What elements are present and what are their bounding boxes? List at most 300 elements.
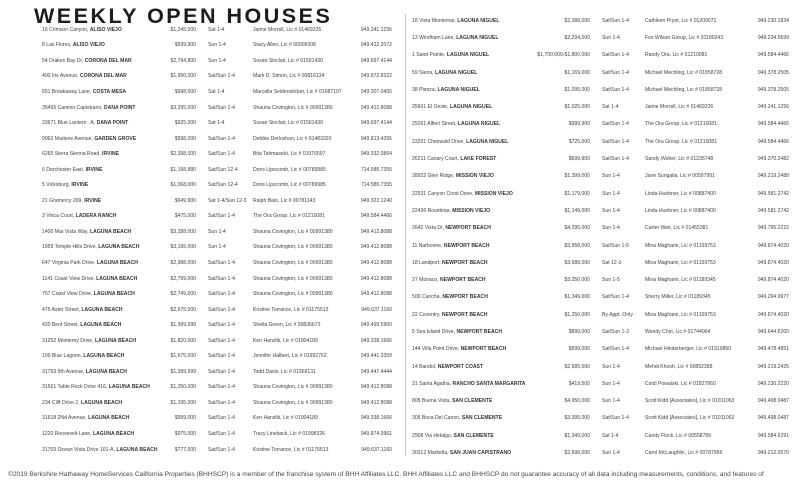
listing-agent: The Ora Group, Lic # 01210081 xyxy=(253,213,325,220)
listing-time: Sat/Sun 1-4 xyxy=(208,337,235,344)
listing-street: 475 Aster Street, xyxy=(42,306,82,313)
listing-row xyxy=(412,133,789,150)
listing-agent: Shauna Covington, Lic # 00991380 xyxy=(253,275,333,282)
listing-price: $4,950,000 xyxy=(564,398,590,405)
listing-street: 26211 Canary Court, xyxy=(412,156,461,163)
listing-phone: 949.230.1834 xyxy=(757,17,789,24)
listing-time: Sat/Sun 1-4 xyxy=(602,138,629,145)
listing-city: LAGUNA NIGUEL xyxy=(434,69,478,76)
listing-price: $1,820,000 xyxy=(170,337,196,344)
listing-agent: Wendy Chiri, Lic # 01744064 xyxy=(645,328,711,335)
listing-price: $2,799,000 xyxy=(170,275,196,282)
listing-street: 28932 Glen Ridge, xyxy=(412,173,456,180)
listing-time: Sat/Sun 1-4 xyxy=(208,306,235,313)
listing-phone: 949.644.6200 xyxy=(757,328,789,335)
listing-phone: 949.412.8088 xyxy=(360,291,392,298)
listing-address xyxy=(412,225,524,231)
listing-price: $2,749,000 xyxy=(170,291,196,298)
listing-time: Sat/Sun 1-3 xyxy=(602,328,629,335)
listing-street: 144 Villa Point Drive, xyxy=(412,346,461,353)
listing-city: ALISO VIEJO xyxy=(72,42,105,49)
listing-street: 2908 Via Hidalgo, xyxy=(412,432,454,439)
listing-time: Sat 1-4 xyxy=(208,26,225,33)
listing-city: NEWPORT BEACH xyxy=(460,346,507,353)
listing-agent: Jennifer Halbert, Lic # 01992762 xyxy=(253,353,327,360)
listing-agent: Shauna Covington, Lic # 00991380 xyxy=(253,399,333,406)
listing-address xyxy=(42,105,154,111)
listing-price: $2,388,000 xyxy=(564,17,590,24)
listing-address xyxy=(412,433,524,439)
listing-street: 18 Landport, xyxy=(412,259,443,266)
listing-city: LAGUNA NIGUEL xyxy=(437,86,480,93)
listing-row xyxy=(42,162,392,178)
listing-row xyxy=(42,317,392,333)
listing-price: $3,295,000 xyxy=(170,104,196,111)
listing-agent: Susan Sinclair, Lic # 01501430 xyxy=(253,57,323,64)
listing-row xyxy=(42,333,392,349)
listing-city: LADERA RANCH xyxy=(75,213,117,220)
listing-phone: 949.322.1240 xyxy=(360,197,392,204)
listing-price: $999,000 xyxy=(174,415,196,422)
listing-row xyxy=(412,47,789,64)
listing-row xyxy=(42,100,392,116)
listing-time: Sat/Sun 1-4 xyxy=(208,353,235,360)
listing-street: 38 Pienza, xyxy=(412,86,438,93)
listing-street: 18 Vista Montemar, xyxy=(412,17,458,24)
listing-row xyxy=(412,306,789,323)
listing-phone: 949.874.3961 xyxy=(360,430,392,437)
listing-time: Sat 1-4 xyxy=(208,88,225,95)
listing-street: 30312 Marbella, xyxy=(412,450,450,457)
listing-address xyxy=(412,415,524,421)
listing-phone: 949.241.1256 xyxy=(360,26,392,33)
listing-time: Sat 1-4 xyxy=(208,120,225,127)
listing-agent: Ralph Balo, Lic # 00781143 xyxy=(253,197,316,204)
listing-phone: 949.378.2505 xyxy=(757,86,789,93)
listing-city: IRVINE xyxy=(85,166,103,173)
listing-city: LAGUNA NIGUEL xyxy=(457,121,501,128)
listing-time: Sat/Sun 1-4 xyxy=(208,151,235,158)
listing-address xyxy=(412,329,524,335)
listing-agent: Scott Kidd [Associates], Lic # 01011063 xyxy=(645,415,735,422)
listing-phone: 949.499.5900 xyxy=(360,322,392,329)
listing-city: NEWPORT BEACH xyxy=(456,328,503,335)
listing-agent: Mina Maghami, Lic # 01189345 xyxy=(645,277,716,284)
listing-street: 31252 Monterey Drive, xyxy=(42,337,95,344)
listing-time: Sat/Sun 1-4 xyxy=(208,135,235,142)
listing-agent: Sheila Green, Lic # 00836673 xyxy=(253,322,321,329)
listing-street: 5 Vicksburg, xyxy=(42,182,72,189)
listing-price: $777,000 xyxy=(174,446,196,453)
listing-price: $699,900 xyxy=(568,156,590,163)
listing-price: $1,245,000 xyxy=(170,26,196,33)
listing-street: 805 Buena Vista, xyxy=(412,398,453,405)
listing-address xyxy=(412,364,524,370)
listing-row xyxy=(412,410,789,427)
listing-row xyxy=(42,395,392,411)
listing-street: 27 Monaco, xyxy=(412,277,441,284)
listing-address xyxy=(412,121,524,127)
listing-phone: 949.219.2425 xyxy=(757,363,789,370)
listing-time: Sat/Sun 1-4 xyxy=(208,213,235,220)
listing-street: 234 Cliff Drive 2, xyxy=(42,399,81,406)
listing-time: Sat/Sun 1-4 xyxy=(602,86,629,93)
listing-time: Sat 12-3 xyxy=(602,259,622,266)
listing-agent: The Ora Group, Lic # 01210081 xyxy=(645,121,717,128)
listing-street: 22531 Canyon Crest Drive, xyxy=(412,190,475,197)
listing-row xyxy=(412,185,789,202)
listing-agent: Doris Lipscomb, Lic # 00789985 xyxy=(253,166,326,173)
listing-address xyxy=(412,243,524,249)
listing-time: By Appt. Only xyxy=(602,311,633,318)
listing-price: $1,195,000 xyxy=(170,399,196,406)
listing-agent: Shauna Covington, Lic # 00991380 xyxy=(253,228,333,235)
listing-agent: Sandy Weber, Lic # 01235748 xyxy=(645,156,714,163)
listing-address xyxy=(42,338,154,344)
listing-price: $1,250,000 xyxy=(170,384,196,391)
listing-row xyxy=(42,271,392,287)
listing-city: DANA POINT xyxy=(104,104,136,111)
listing-time: Sat/Sun 1-4 xyxy=(208,384,235,391)
listing-phone: 949.584.4466 xyxy=(757,52,789,59)
listing-price: $1,149,000 xyxy=(564,207,590,214)
listing-price: $998,000 xyxy=(174,88,196,95)
listing-price: $3,395,000 xyxy=(564,415,590,422)
listing-city: LAGUNA BEACH xyxy=(96,259,138,266)
listing-time: Sat/Sun 1-4 xyxy=(208,368,235,375)
listing-time: Sat/Sun 1-4 xyxy=(208,73,235,80)
listing-city: MISSION VIEJO xyxy=(452,207,491,214)
listing-city: ALISO VIEJO xyxy=(89,26,122,33)
listing-row xyxy=(412,12,789,29)
listing-street: 1959 Temple Hills Drive, xyxy=(42,244,99,251)
listing-address xyxy=(412,191,524,197)
listing-agent: Michael Mechling, Lic # 01858728 xyxy=(645,86,723,93)
listing-city: LAGUNA BEACH xyxy=(90,228,132,235)
listing-agent: Mina Maghami, Lic # 01159753 xyxy=(645,311,716,318)
listing-time: Sat/Sun 1-4 xyxy=(602,294,629,301)
listing-agent: Jaime Morrell, Lic # 01469226 xyxy=(645,104,714,111)
listing-price: $1,675,000 xyxy=(170,353,196,360)
listing-address xyxy=(42,276,154,282)
listing-agent: Randy Ora, Lic # 01210081 xyxy=(645,52,708,59)
listing-row xyxy=(42,53,392,69)
listing-row xyxy=(42,177,392,193)
listing-phone: 949.498.0487 xyxy=(757,398,789,405)
listing-city: NEWPORT BEACH xyxy=(445,225,491,232)
listing-phone: 949.234.5699 xyxy=(757,34,789,41)
listing-time: Sat/Sun 12-4 xyxy=(208,182,238,189)
listing-street: 25601 El Oeste, xyxy=(412,104,450,111)
listing-row xyxy=(412,444,789,461)
listing-phone: 949.584.6291 xyxy=(757,432,789,439)
listing-agent: Stacy Allen, Lic # 00909308 xyxy=(253,42,316,49)
listing-agent: Fox Wilson Group, Lic # 01180243 xyxy=(645,34,724,41)
listing-agent: Tracy Lineback, Lic # 01998326 xyxy=(253,430,326,437)
listing-phone: 949.874.4020 xyxy=(757,311,789,318)
listing-address xyxy=(42,182,154,188)
listing-agent: Shauna Covington, Lic # 00991380 xyxy=(253,291,333,298)
listing-phone: 949.412.8088 xyxy=(360,275,392,282)
listing-row xyxy=(412,427,789,444)
listing-street: 22436 Rosebriar, xyxy=(412,207,453,214)
listing-street: 9062 Marlene Avenue, xyxy=(42,135,95,142)
listing-price: $1,198,880 xyxy=(170,166,196,173)
listing-phone: 714.585.7355 xyxy=(360,182,392,189)
listing-phone: 949.697.4144 xyxy=(360,57,392,64)
listing-price: $3,195,000 xyxy=(170,244,196,251)
listing-time: Sun 1-4 xyxy=(602,380,620,387)
listing-price: $1,999,999 xyxy=(170,322,196,329)
listing-phone: 949.697.4144 xyxy=(360,120,392,127)
listing-row xyxy=(412,323,789,340)
listing-city: SAN CLEMENTE xyxy=(452,398,493,405)
listing-phone: 949.813.4355 xyxy=(360,135,392,142)
listing-city: LAKE FOREST xyxy=(460,156,497,163)
listing-city: MISSION VIEJO xyxy=(455,173,494,180)
column-divider xyxy=(405,14,406,456)
listing-row xyxy=(412,271,789,288)
listing-phone: 949.441.3359 xyxy=(360,353,392,360)
listing-address xyxy=(42,353,154,359)
listing-city: CORONA DEL MAR xyxy=(79,73,127,80)
listing-agent: Mina Maghami, Lic # 01159753 xyxy=(645,259,716,266)
listing-city: NEWPORT BEACH xyxy=(441,311,488,318)
listing-agent: Marcella Seidensticker, Lic # 01987107 xyxy=(253,88,342,95)
listing-time: Sun 1-4 xyxy=(208,244,226,251)
listing-time: Sun 1-4 xyxy=(602,363,620,370)
listing-city: LAGUNA BEACH xyxy=(81,306,123,313)
listing-street: 29261 Alfieri Street, xyxy=(412,121,458,128)
listing-time: Sat/Sun 1-4 xyxy=(602,52,629,59)
listing-row xyxy=(42,209,392,225)
listing-street: 23261 Cheswald Drive, xyxy=(412,138,467,145)
listing-time: Sat/Sun 1-5 xyxy=(602,242,629,249)
listing-phone: 949.637.1160 xyxy=(361,306,392,313)
listing-time: Sat/Sun 1-4 xyxy=(208,322,235,329)
listing-street: 6 Dorchester East, xyxy=(42,166,86,173)
footer-disclaimer: ©2019 Berkshire Hathaway HomeServices California Properties (BHHSCP) is a member of the franchise system of BHH Affiliates LLC. BHH Affiliates LLC and BHHSCP do not guarantee accuracy of all data including measurements, conditions, and features of xyxy=(8,471,764,478)
listing-time: Sun 1-4 xyxy=(602,225,620,232)
listing-agent: Shauna Covington, Lic # 00991380 xyxy=(253,104,333,111)
listing-street: 3 Vinca Court, xyxy=(42,213,76,220)
listing-street: 305 Boca Del Canon, xyxy=(412,415,462,422)
listing-time: Sun 1-4 xyxy=(602,34,620,41)
listing-row xyxy=(42,193,392,209)
listing-row xyxy=(412,29,789,46)
listing-row xyxy=(412,375,789,392)
listing-street: 5 Sea Island Drive, xyxy=(412,328,457,335)
listing-phone: 949.581.2742 xyxy=(757,190,789,197)
listing-price: $2,698,000 xyxy=(564,450,590,457)
listing-agent: Sherry Miller, Lic # 01189345 xyxy=(645,294,711,301)
listing-agent: Michael Hinderberger, Lic # 01919850 xyxy=(645,346,732,353)
listing-row xyxy=(412,358,789,375)
listing-row xyxy=(42,302,392,318)
listing-price: $3,958,000 xyxy=(564,242,590,249)
listing-row xyxy=(412,168,789,185)
listing-time: Sat/Sun 1-4 xyxy=(602,156,629,163)
listing-city: GARDEN GROVE xyxy=(94,135,137,142)
listing-phone: 949.338.1666 xyxy=(360,415,392,422)
listing-phone: 949.637.1160 xyxy=(361,446,392,453)
listing-time: Sat/Sun 1-4 xyxy=(208,259,235,266)
listing-address xyxy=(42,244,154,250)
listing-street: 1220 Roosevelt Lane, xyxy=(42,430,93,437)
listing-phone: 949.872.8322 xyxy=(360,73,392,80)
listing-phone: 949.584.4466 xyxy=(360,213,392,220)
listing-row xyxy=(42,426,392,442)
listing-city: LAGUNA BEACH xyxy=(80,322,122,329)
listing-address xyxy=(42,42,154,48)
listing-address xyxy=(42,446,158,453)
listing-address xyxy=(412,398,524,404)
listing-price: $725,000 xyxy=(568,138,590,145)
listing-price: $2,294,000 xyxy=(564,34,590,41)
listing-price: $1,169,000 xyxy=(564,69,590,76)
listing-row xyxy=(412,150,789,167)
listing-price: $475,000 xyxy=(174,213,196,220)
listing-city: MISSION VIEJO xyxy=(474,190,513,197)
listing-row xyxy=(42,380,392,396)
listing-price: $4,295,000 xyxy=(564,225,590,232)
listing-address xyxy=(412,277,524,283)
listing-row xyxy=(42,224,392,240)
listing-agent: Scott Kidd [Associates], Lic # 01011063 xyxy=(645,398,735,405)
listing-city: LAGUNA BEACH xyxy=(92,430,135,437)
listing-row xyxy=(412,81,789,98)
listing-street: 59 Siena, xyxy=(412,69,435,76)
listing-agent: Shauna Covington, Lic # 00991380 xyxy=(253,384,333,391)
listing-price: $2,794,800 xyxy=(170,57,196,64)
listing-street: 21 Gramercy 209, xyxy=(42,197,85,204)
listing-phone: 949.874.4020 xyxy=(757,259,789,266)
listing-address xyxy=(42,27,154,33)
listing-street: 647 Virginia Park Drive, xyxy=(42,259,97,266)
listing-price: $1,179,000 xyxy=(564,190,590,197)
listing-price: $2,988,000 xyxy=(170,259,196,266)
listing-row xyxy=(42,364,392,380)
listing-phone: 949.478.4851 xyxy=(757,346,789,353)
listing-row xyxy=(412,341,789,358)
listing-price: $2,685,000 xyxy=(564,363,590,370)
listing-address xyxy=(42,58,154,64)
listing-price: $925,000 xyxy=(174,120,196,127)
listing-street: 35455 Camino Capistrano, xyxy=(42,104,105,111)
listing-time: Sun 1-4 xyxy=(602,207,620,214)
listing-street: 757 Coast View Drive, xyxy=(42,291,94,298)
listing-phone: 949.412.8088 xyxy=(360,104,392,111)
listing-agent: Cathleen Pryor, Lic # 01209071 xyxy=(645,17,717,24)
listing-address xyxy=(412,139,524,145)
listing-phone: 949.412.8088 xyxy=(360,259,392,266)
listing-address xyxy=(42,136,154,142)
listing-city: IRVINE xyxy=(102,151,119,158)
listing-agent: Shauna Covington, Lic # 00991380 xyxy=(253,244,333,251)
listing-city: LAGUNA BEACH xyxy=(98,244,140,251)
listing-price: $1,025,000 xyxy=(564,104,590,111)
listing-address xyxy=(412,87,524,93)
listing-price: $599,000 xyxy=(568,346,590,353)
listing-agent: Bita Tahmasebi, Lic # 01976507 xyxy=(253,151,326,158)
listing-address xyxy=(42,400,154,406)
listing-price: $975,000 xyxy=(174,430,196,437)
listing-street: 651 Breakaway Lane, xyxy=(42,88,93,95)
listing-city: IRVINE xyxy=(71,182,89,189)
listing-price: $1,068,000 xyxy=(170,182,196,189)
listing-price: $1,399,999 xyxy=(170,368,196,375)
listing-time: Sat 1-4 xyxy=(602,104,619,111)
listing-agent: Jaime Morrell, Lic # 01469226 xyxy=(253,26,322,33)
listing-address xyxy=(42,167,154,173)
listing-time: Sat/Sun 12-4 xyxy=(208,166,238,173)
listing-city: NEWPORT BEACH xyxy=(443,242,490,249)
listing-agent: Ken Hanzlik, Lic # 01904189 xyxy=(253,337,318,344)
listing-row xyxy=(42,286,392,302)
listing-price: $419,500 xyxy=(568,380,590,387)
listing-row xyxy=(42,38,392,54)
listing-price: $3,250,000 xyxy=(564,277,590,284)
listing-time: Sun 1-4 xyxy=(208,57,226,64)
listing-phone: 949.422.2072 xyxy=(360,42,392,49)
listing-price: $2,675,000 xyxy=(170,306,196,313)
listing-city: LAGUNA NIGUEL xyxy=(449,104,493,111)
listing-address xyxy=(412,173,524,179)
listing-agent: Mehdi Khosh, Lic # 00892388 xyxy=(645,363,713,370)
listing-price: $1,095,000 xyxy=(564,86,590,93)
listing-city: LAGUNA BEACH xyxy=(88,415,130,422)
listing-address xyxy=(42,307,154,313)
listing-address xyxy=(42,89,154,95)
listing-agent: Kristine Torrance, Lic # 01175513 xyxy=(253,446,329,453)
listing-street: 1400 Mar Vista Way, xyxy=(42,228,91,235)
listing-price: $2,398,000 xyxy=(170,151,196,158)
listing-address xyxy=(412,450,524,456)
listing-city: LAGUNA BEACH xyxy=(108,384,150,391)
listing-city: CORONA DEL MAR xyxy=(84,57,132,64)
listing-price: $899,000 xyxy=(568,328,590,335)
listing-price: $649,900 xyxy=(174,197,196,204)
listing-address xyxy=(42,73,154,79)
listing-phone: 949.412.8088 xyxy=(360,384,392,391)
listing-row xyxy=(412,237,789,254)
listing-agent: The Ora Group, Lic # 01210081 xyxy=(645,138,717,145)
listing-agent: Susan Sinclair, Lic # 01501430 xyxy=(253,120,323,127)
listing-address xyxy=(412,35,524,41)
listing-phone: 949.412.8088 xyxy=(360,228,392,235)
listing-price: $3,688,000 xyxy=(564,259,590,266)
listing-phone: 949.378.2505 xyxy=(757,69,789,76)
listing-row xyxy=(42,131,392,147)
listing-address xyxy=(412,312,524,318)
listing-time: Sat/Sun 1-4 xyxy=(208,291,235,298)
listing-row xyxy=(42,69,392,85)
page-title: WEEKLY OPEN HOUSES xyxy=(34,4,333,28)
listing-address xyxy=(42,151,154,157)
listing-city: LAGUNA BEACH xyxy=(96,275,138,282)
listing-phone: 949.412.8088 xyxy=(360,244,392,251)
listing-city: SAN CLEMENTE xyxy=(461,415,503,422)
listing-price: $3,288,000 xyxy=(170,228,196,235)
listing-time: Sat/Sun 1-4 xyxy=(208,104,235,111)
listing-time: Sat/Sun 1-4 xyxy=(602,346,629,353)
listing-city: LAGUNA BEACH xyxy=(94,337,137,344)
listing-city: DANA POINT xyxy=(96,120,129,127)
listing-price: $1,349,000 xyxy=(564,432,590,439)
listing-agent: Jane Sungaila, Lic # 00597991 xyxy=(645,173,715,180)
listing-street: 33671 Blue Lantern . A, xyxy=(42,120,97,127)
listing-price: $1,950,000 xyxy=(170,73,196,80)
